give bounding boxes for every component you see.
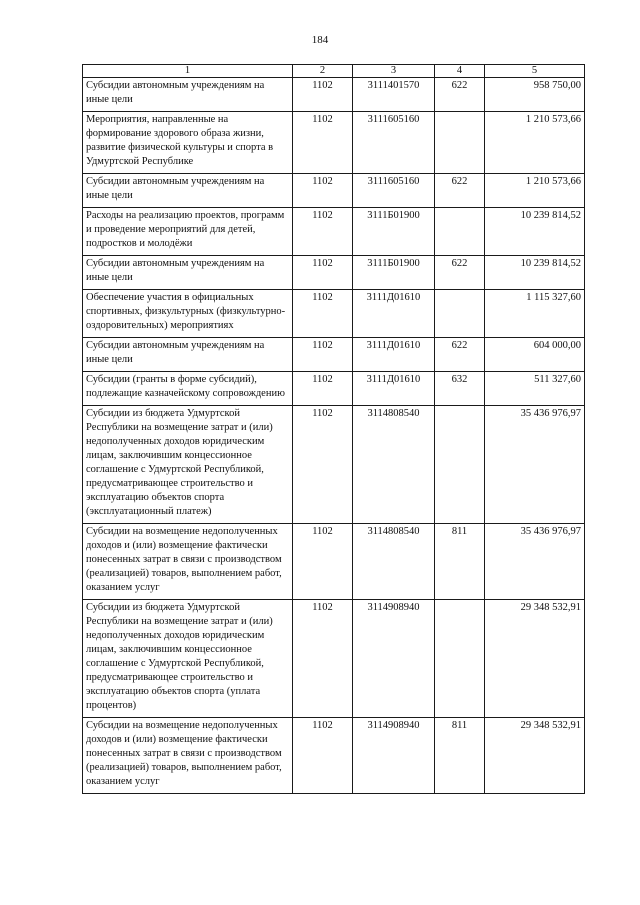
table-row <box>83 524 585 600</box>
table-row <box>83 600 585 718</box>
row-expense-type <box>435 208 485 256</box>
row-name: Субсидии автономным учреждениям на иные цели <box>83 256 293 290</box>
header-col-section: 2 <box>293 65 353 78</box>
table-row <box>83 208 585 256</box>
row-expense-type: 622 <box>435 256 485 290</box>
row-name: Субсидии из бюджета Удмуртской Республики на возмещение затрат и (или) недополученных доходов юридическим лицам, заключившим концессионное соглашение с Удмуртской Республикой, предусматривающее строительство и эксплуатацию объектов спорта (уплата процентов) <box>83 600 293 718</box>
row-target-code: 3114908940 <box>353 718 435 794</box>
row-amount: 604 000,00 <box>485 338 585 372</box>
table-row <box>83 112 585 174</box>
row-expense-type <box>435 600 485 718</box>
row-expense-type: 811 <box>435 524 485 600</box>
table-body <box>83 78 585 794</box>
row-name: Субсидии на возмещение недополученных доходов и (или) возмещение фактически понесенных затрат в связи с производством (реализацией) товаров, выполнением работ, оказанием услуг <box>83 524 293 600</box>
row-section-code: 1102 <box>293 600 353 718</box>
row-expense-type <box>435 406 485 524</box>
row-expense-type <box>435 290 485 338</box>
row-expense-type: 622 <box>435 338 485 372</box>
table-row <box>83 174 585 208</box>
row-target-code: 3111605160 <box>353 174 435 208</box>
row-amount: 958 750,00 <box>485 78 585 112</box>
row-target-code: 3114808540 <box>353 524 435 600</box>
row-target-code: 3111Д01610 <box>353 338 435 372</box>
row-amount: 1 210 573,66 <box>485 174 585 208</box>
row-section-code: 1102 <box>293 290 353 338</box>
table-row <box>83 256 585 290</box>
row-target-code: 3114908940 <box>353 600 435 718</box>
table-row <box>83 406 585 524</box>
row-amount: 35 436 976,97 <box>485 524 585 600</box>
row-expense-type: 622 <box>435 174 485 208</box>
row-target-code: 3111401570 <box>353 78 435 112</box>
table-row <box>83 290 585 338</box>
page-number: 184 <box>311 34 329 46</box>
row-section-code: 1102 <box>293 112 353 174</box>
row-amount: 10 239 814,52 <box>485 256 585 290</box>
budget-table <box>82 64 585 794</box>
header-col-type: 4 <box>435 65 485 78</box>
table-row <box>83 718 585 794</box>
row-section-code: 1102 <box>293 174 353 208</box>
row-expense-type: 622 <box>435 78 485 112</box>
row-target-code: 3114808540 <box>353 406 435 524</box>
row-amount: 10 239 814,52 <box>485 208 585 256</box>
row-target-code: 3111Б01900 <box>353 208 435 256</box>
row-expense-type: 632 <box>435 372 485 406</box>
row-section-code: 1102 <box>293 338 353 372</box>
row-section-code: 1102 <box>293 256 353 290</box>
row-section-code: 1102 <box>293 208 353 256</box>
row-amount: 29 348 532,91 <box>485 718 585 794</box>
row-section-code: 1102 <box>293 372 353 406</box>
row-amount: 1 210 573,66 <box>485 112 585 174</box>
table-header-row <box>83 65 585 78</box>
row-name: Расходы на реализацию проектов, программ и проведение мероприятий для детей, подростков и молодёжи <box>83 208 293 256</box>
row-name: Субсидии (гранты в форме субсидий), подлежащие казначейскому сопровождению <box>83 372 293 406</box>
row-target-code: 3111Д01610 <box>353 290 435 338</box>
row-expense-type: 811 <box>435 718 485 794</box>
row-expense-type <box>435 112 485 174</box>
row-name: Субсидии из бюджета Удмуртской Республики на возмещение затрат и (или) недополученных доходов юридическим лицам, заключившим концессионное соглашение с Удмуртской Республикой, предусматривающее строительство и эксплуатацию объектов спорта (эксплуатационный платеж) <box>83 406 293 524</box>
header-col-name: 1 <box>83 65 293 78</box>
row-amount: 29 348 532,91 <box>485 600 585 718</box>
row-name: Субсидии автономным учреждениям на иные цели <box>83 338 293 372</box>
table-row <box>83 372 585 406</box>
row-section-code: 1102 <box>293 524 353 600</box>
table-row <box>83 338 585 372</box>
row-amount: 511 327,60 <box>485 372 585 406</box>
row-name: Субсидии автономным учреждениям на иные цели <box>83 78 293 112</box>
row-name: Субсидии автономным учреждениям на иные цели <box>83 174 293 208</box>
row-name: Обеспечение участия в официальных спортивных, физкультурных (физкультурно-оздоровительных) мероприятиях <box>83 290 293 338</box>
row-target-code: 3111Б01900 <box>353 256 435 290</box>
row-section-code: 1102 <box>293 718 353 794</box>
row-target-code: 3111Д01610 <box>353 372 435 406</box>
row-amount: 1 115 327,60 <box>485 290 585 338</box>
table-row <box>83 78 585 112</box>
row-name: Мероприятия, направленные на формирование здорового образа жизни, развитие физической культуры и спорта в Удмуртской Республике <box>83 112 293 174</box>
row-amount: 35 436 976,97 <box>485 406 585 524</box>
row-section-code: 1102 <box>293 78 353 112</box>
row-name: Субсидии на возмещение недополученных доходов и (или) возмещение фактически понесенных затрат в связи с производством (реализацией) товаров, выполнением работ, оказанием услуг <box>83 718 293 794</box>
header-col-amount: 5 <box>485 65 585 78</box>
row-target-code: 3111605160 <box>353 112 435 174</box>
row-section-code: 1102 <box>293 406 353 524</box>
header-col-target: 3 <box>353 65 435 78</box>
